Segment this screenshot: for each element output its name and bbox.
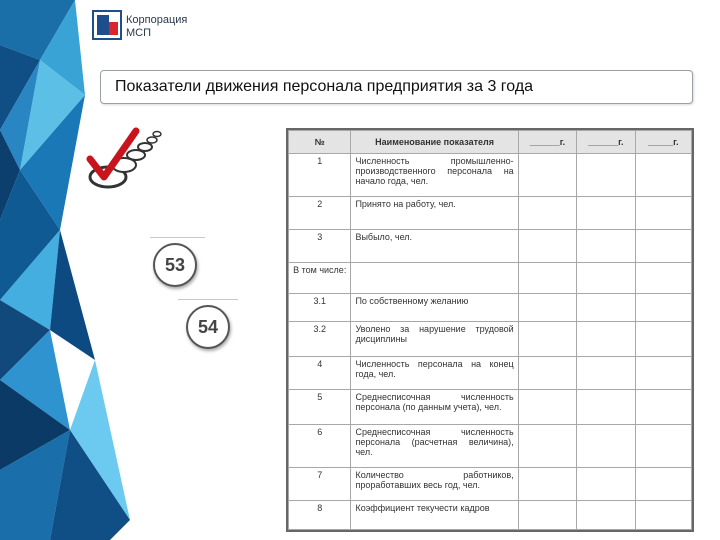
- year-cell: [518, 390, 576, 425]
- year-cell: [577, 425, 635, 468]
- table-header-row: [289, 131, 692, 154]
- row-num: 3.1: [289, 293, 351, 322]
- row-name: Среднесписочная численность персонала (расчетная величина), чел.: [351, 425, 518, 468]
- badge-divider: [150, 237, 205, 238]
- header-year-1: ______г.: [518, 131, 576, 154]
- table-row: [289, 322, 692, 357]
- year-cell: [635, 293, 691, 322]
- year-cell: [577, 262, 635, 293]
- row-name: Принято на работу, чел.: [351, 197, 518, 230]
- year-cell: [577, 501, 635, 530]
- year-cell: [518, 357, 576, 390]
- badge-divider: [178, 299, 238, 300]
- year-cell: [635, 197, 691, 230]
- row-num: 3: [289, 230, 351, 263]
- logo-line-2: МСП: [126, 27, 152, 39]
- year-cell: [518, 322, 576, 357]
- year-cell: [635, 154, 691, 197]
- year-cell: [577, 293, 635, 322]
- row-num: В том числе:: [289, 262, 351, 293]
- year-cell: [635, 230, 691, 263]
- row-num: 7: [289, 468, 351, 501]
- year-cell: [635, 357, 691, 390]
- year-cell: [518, 262, 576, 293]
- checkmark-icon: [80, 125, 170, 195]
- row-name: Численность персонала на конец года, чел.: [351, 357, 518, 390]
- year-cell: [635, 501, 691, 530]
- year-cell: [518, 230, 576, 263]
- row-num: 5: [289, 390, 351, 425]
- year-cell: [518, 154, 576, 197]
- page-badge-53: 53: [153, 243, 197, 287]
- slide-title-box: [100, 70, 693, 104]
- row-name: Количество работников, проработавших весь год, чел.: [351, 468, 518, 501]
- table-row: [289, 390, 692, 425]
- year-cell: [577, 230, 635, 263]
- table-row: [289, 425, 692, 468]
- year-cell: [518, 468, 576, 501]
- row-num: 2: [289, 197, 351, 230]
- year-cell: [518, 197, 576, 230]
- table-row: [289, 154, 692, 197]
- header-year-2: ______г.: [577, 131, 635, 154]
- row-name: Коэффициент текучести кадров: [351, 501, 518, 530]
- year-cell: [577, 197, 635, 230]
- table-row: [289, 293, 692, 322]
- table-row: [289, 501, 692, 530]
- year-cell: [577, 390, 635, 425]
- table-row: [289, 262, 692, 293]
- msp-logo-icon: [92, 10, 122, 40]
- header-num: №: [289, 131, 351, 154]
- year-cell: [577, 357, 635, 390]
- row-num: 1: [289, 154, 351, 197]
- table-row: [289, 230, 692, 263]
- year-cell: [635, 390, 691, 425]
- year-cell: [635, 425, 691, 468]
- year-cell: [577, 154, 635, 197]
- table-row: [289, 468, 692, 501]
- header-year-3: _____г.: [635, 131, 691, 154]
- row-num: 6: [289, 425, 351, 468]
- table-row: [289, 357, 692, 390]
- year-cell: [518, 425, 576, 468]
- header-indicator: Наименование показателя: [351, 131, 518, 154]
- year-cell: [577, 322, 635, 357]
- row-name: [351, 262, 518, 293]
- year-cell: [635, 468, 691, 501]
- year-cell: [518, 501, 576, 530]
- page-badge-54: 54: [186, 305, 230, 349]
- row-name: Численность промышленно-производственного персонала на начало года, чел.: [351, 154, 518, 197]
- year-cell: [518, 293, 576, 322]
- year-cell: [635, 322, 691, 357]
- row-name: Выбыло, чел.: [351, 230, 518, 263]
- row-name: Среднесписочная численность персонала (по данным учета), чел.: [351, 390, 518, 425]
- row-num: 4: [289, 357, 351, 390]
- year-cell: [577, 468, 635, 501]
- logo-line-1: Корпорация: [126, 14, 188, 26]
- row-name: По собственному желанию: [351, 293, 518, 322]
- row-num: 3.2: [289, 322, 351, 357]
- table-row: [289, 197, 692, 230]
- year-cell: [635, 262, 691, 293]
- slide-title: Показатели движения персонала предприятия за 3 года: [115, 78, 534, 95]
- company-logo: [92, 8, 202, 42]
- row-name: Уволено за нарушение трудовой дисциплины: [351, 322, 518, 357]
- personnel-table: [286, 128, 694, 532]
- row-num: 8: [289, 501, 351, 530]
